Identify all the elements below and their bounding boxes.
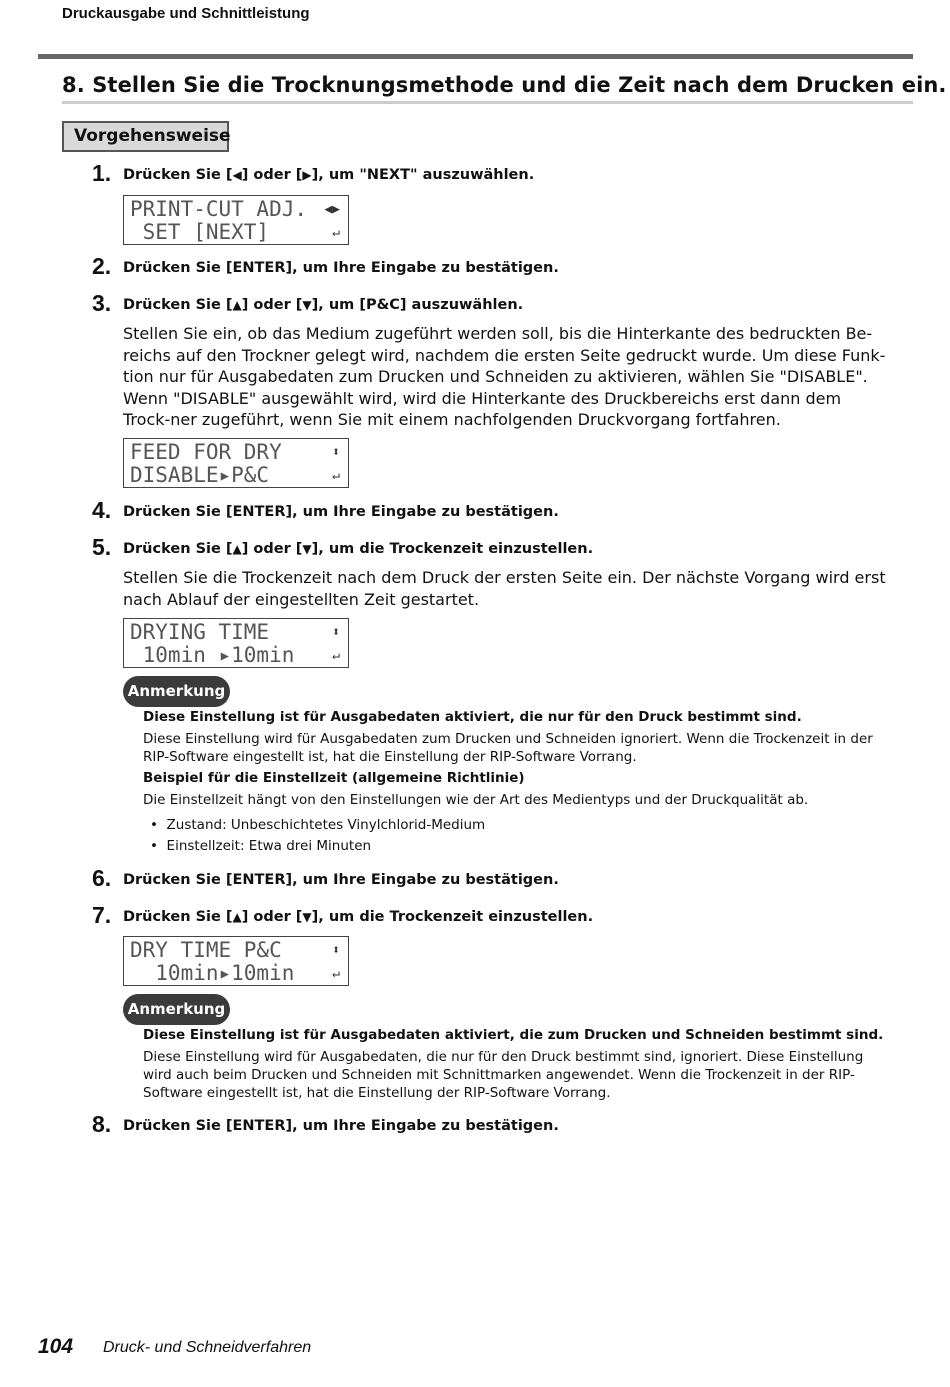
section-rule: [62, 101, 913, 104]
step-number: 6.: [92, 865, 112, 891]
down-arrow-icon: ▼: [302, 298, 312, 312]
down-arrow-icon: ▼: [302, 542, 312, 556]
footer-title: Druck- und Schneidverfahren: [103, 1339, 312, 1356]
bullet-item: • Zustand: Unbeschichtetes Vinylchlorid-Medium: [150, 817, 486, 833]
step-instruction: Drücken Sie [ENTER], um Ihre Eingabe zu bestätigen.: [123, 872, 559, 888]
lcd-line: DRYING TIME: [130, 620, 270, 644]
enter-icon: ↵: [332, 225, 340, 240]
enter-icon: ↵: [332, 468, 340, 483]
up-arrow-icon: ▲: [232, 298, 242, 312]
enter-icon: ↵: [332, 648, 340, 663]
note-paragraph: Diese Einstellung wird für Ausgabedaten, die nur für den Druck bestimmt sind, ignoriert. Diese Einstellung wird auch beim Drucken und Schneiden mit Schnittmarken angewendet. Wenn die Trockenzeit in der RIP-Software eingestellt ist, hat die Einstellung der RIP-Software Vorrang.: [143, 1049, 864, 1101]
lcd-display: [123, 195, 349, 245]
note-badge: Anmerkung: [123, 994, 230, 1025]
step-number: 3.: [92, 290, 112, 316]
step-number: 8.: [92, 1111, 112, 1137]
lcd-line: FEED FOR DRY: [130, 440, 282, 464]
step-instruction: Drücken Sie [ENTER], um Ihre Eingabe zu bestätigen.: [123, 260, 559, 276]
up-arrow-icon: ▲: [232, 542, 242, 556]
step-instruction: Drücken Sie [▲] oder [▼], um die Trockenzeit einzustellen.: [123, 541, 594, 557]
down-arrow-icon: ▼: [302, 910, 312, 924]
step-number: 1.: [92, 160, 112, 186]
lcd-line: DRY TIME P&C: [130, 938, 282, 962]
header-rule: [38, 54, 913, 59]
enter-icon: ↵: [332, 966, 340, 981]
lcd-display: [123, 618, 349, 668]
lcd-line: DISABLE▸P&C: [130, 463, 270, 487]
step-instruction: Drücken Sie [▲] oder [▼], um die Trockenzeit einzustellen.: [123, 909, 594, 925]
lcd-line: 10min ▸10min: [130, 643, 295, 667]
step-number: 2.: [92, 253, 112, 279]
lcd-line: SET [NEXT]: [130, 220, 270, 244]
step-instruction: Drücken Sie [▲] oder [▼], um [P&C] auszuwählen.: [123, 297, 524, 313]
left-right-arrows-icon: ◀▶: [324, 202, 340, 217]
step-instruction: Drücken Sie [◀] oder [▶], um "NEXT" auszuwählen.: [123, 167, 535, 183]
step-instruction: Drücken Sie [ENTER], um Ihre Eingabe zu bestätigen.: [123, 504, 559, 520]
lcd-display: [123, 438, 349, 488]
note-badge: Anmerkung: [123, 676, 230, 707]
step-description: Stellen Sie ein, ob das Medium zugeführt werden soll, bis die Hinterkante des bedruckten Be-reichs auf den Trockner gelegt wird, nachdem die ersten Seite gedruckt wurde. Um diese Funk-tion nur für Ausgabedaten zum Drucken und Schneiden zu aktivieren, wählen Sie "DISABLE". Wenn "DISABLE" ausgewählt wird, wird die Hinterkante des Druckbereichs erst dann dem Trock-ner zugeführt, wenn Sie mit einem nachfolgenden Druckvorgang fortfahren.: [123, 324, 886, 429]
left-arrow-icon: ◀: [232, 168, 242, 182]
section-title: 8. Stellen Sie die Trocknungsmethode und die Zeit nach dem Drucken ein.: [62, 73, 947, 97]
step-description: Stellen Sie die Trockenzeit nach dem Druck der ersten Seite ein. Der nächste Vorgang wird erst nach Ablauf der eingestellten Zeit gestartet.: [123, 568, 886, 609]
procedure-label: Vorgehensweise: [62, 121, 229, 152]
lcd-line: PRINT-CUT ADJ.: [130, 197, 308, 221]
step-instruction: Drücken Sie [ENTER], um Ihre Eingabe zu bestätigen.: [123, 1118, 559, 1134]
lcd-line: 10min▸10min: [130, 961, 295, 985]
step-number: 5.: [92, 534, 112, 560]
page-number: 104: [38, 1335, 74, 1358]
step-number: 4.: [92, 497, 112, 523]
up-down-arrows-icon: ⬍: [332, 943, 340, 958]
note-heading: Diese Einstellung ist für Ausgabedaten aktiviert, die zum Drucken und Schneiden bestimmt sind.: [143, 1027, 884, 1043]
note-heading: Diese Einstellung ist für Ausgabedaten aktiviert, die nur für den Druck bestimmt sind.: [143, 709, 802, 725]
note-paragraph: Die Einstellzeit hängt von den Einstellungen wie der Art des Medientyps und der Druckqualität ab.: [143, 792, 809, 808]
up-down-arrows-icon: ⬍: [332, 625, 340, 640]
chapter-header: Druckausgabe und Schnittleistung: [62, 5, 310, 22]
right-arrow-icon: ▶: [302, 168, 312, 182]
note-subheading: Beispiel für die Einstellzeit (allgemeine Richtlinie): [143, 770, 525, 786]
up-arrow-icon: ▲: [232, 910, 242, 924]
lcd-display: [123, 936, 349, 986]
note-paragraph: Diese Einstellung wird für Ausgabedaten zum Drucken und Schneiden ignoriert. Wenn die Trockenzeit in der RIP-Software eingestellt ist, hat die Einstellung der RIP-Software Vorrang.: [143, 731, 873, 765]
step-number: 7.: [92, 902, 112, 928]
up-down-arrows-icon: ⬍: [332, 445, 340, 460]
bullet-item: • Einstellzeit: Etwa drei Minuten: [150, 838, 372, 854]
